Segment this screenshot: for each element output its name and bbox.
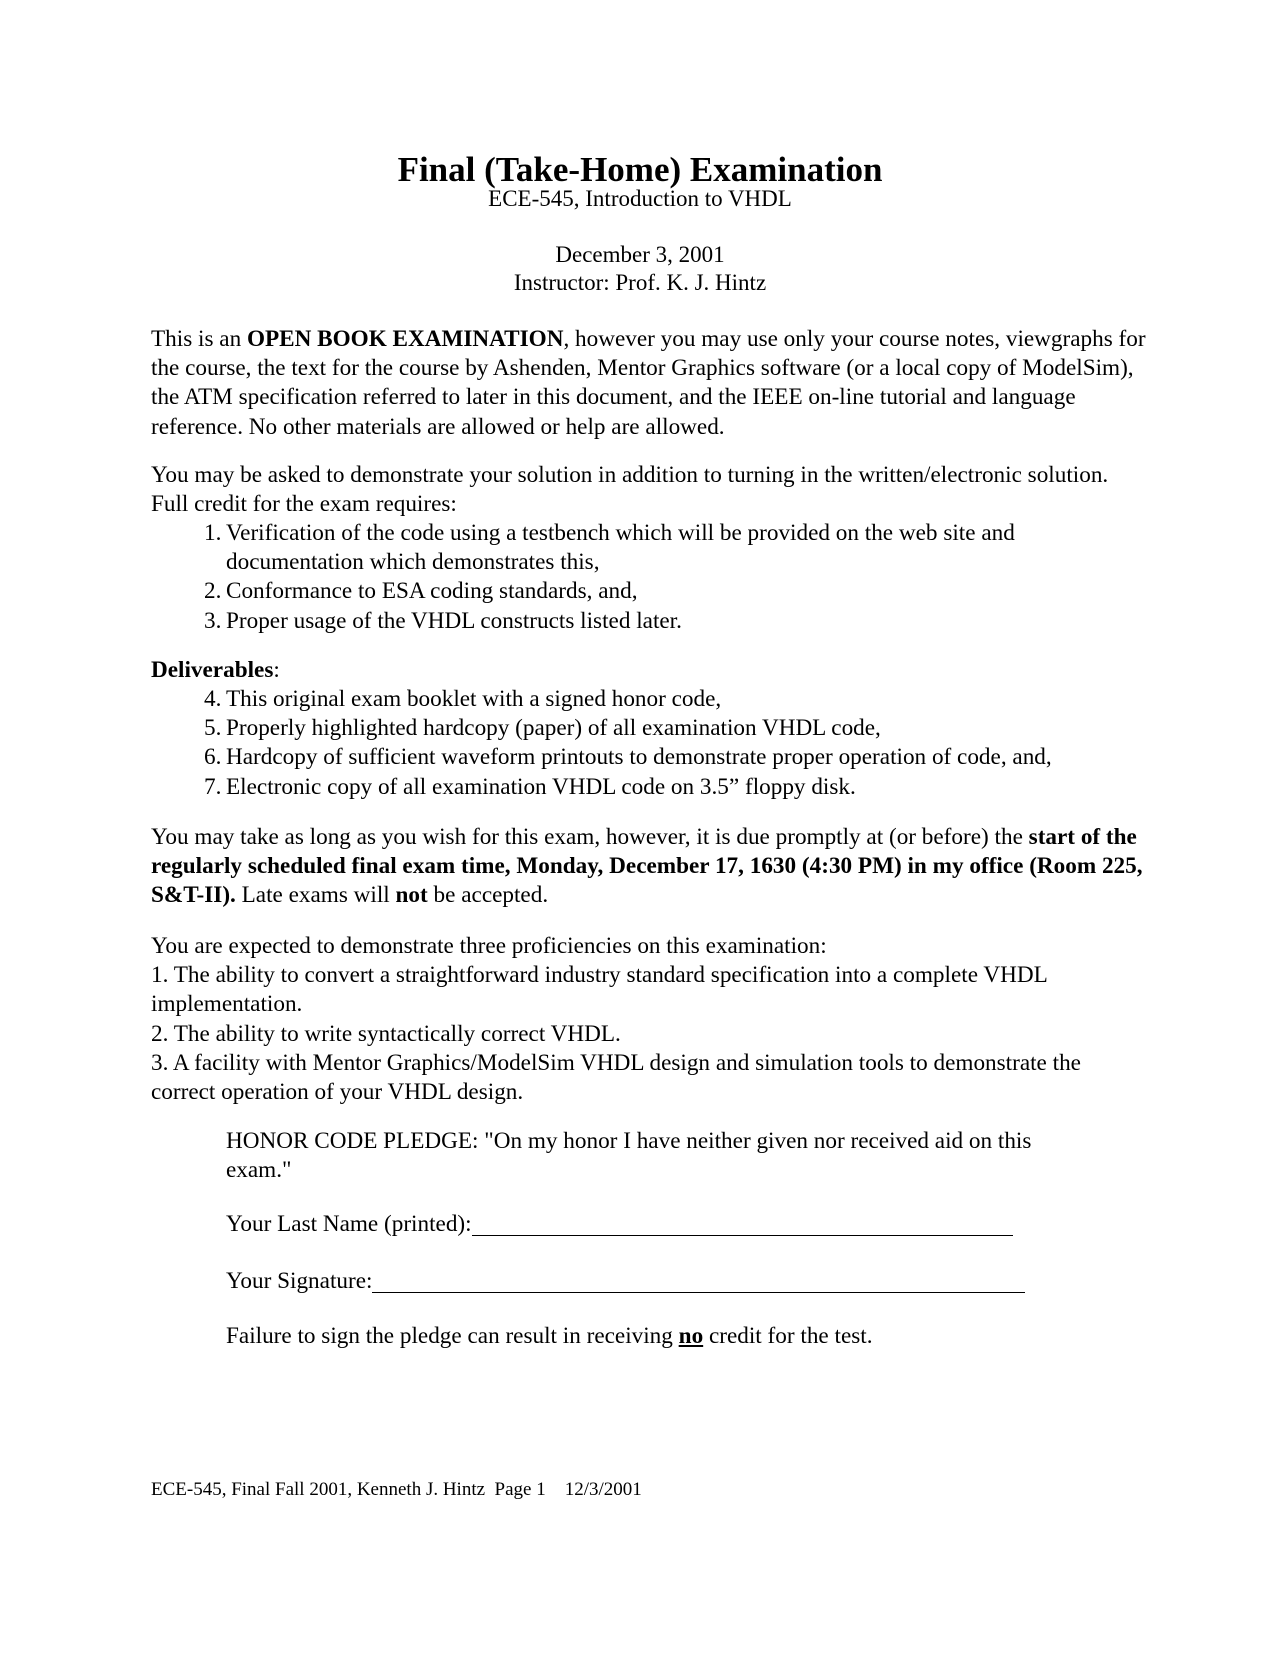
failure-suffix: credit for the test. xyxy=(703,1323,873,1349)
deliverables-heading: Deliverables xyxy=(151,657,274,683)
last-name-row xyxy=(226,1210,1013,1239)
failure-note xyxy=(226,1322,1056,1351)
list-text: Verification of the code using a testbench which will be provided on the web site and documentation which demonstrates this, xyxy=(226,520,1015,576)
deliverables-colon: : xyxy=(273,657,280,683)
intro-paragraph xyxy=(151,325,1151,442)
list-number: 5. xyxy=(204,715,222,742)
list-number: 1. xyxy=(204,520,222,546)
page-title: Final (Take-Home) Examination xyxy=(397,150,883,189)
list-text: Properly highlighted hardcopy (paper) of all examination VHDL code, xyxy=(226,715,881,742)
list-item xyxy=(151,607,1151,636)
failure-prefix: Failure to sign the pledge can result in receiving xyxy=(226,1323,679,1349)
proficiency-item: 2. The ability to write syntactically correct VHDL. xyxy=(151,1020,621,1047)
list-item xyxy=(151,577,1151,606)
failure-emphasis: no xyxy=(678,1323,704,1349)
signature-row xyxy=(226,1267,1025,1296)
intro-prefix: This is an xyxy=(151,326,247,352)
proficiencies-block xyxy=(151,932,1151,1107)
list-number: 6. xyxy=(204,744,222,771)
list-text: Electronic copy of all examination VHDL code on 3.5” floppy disk. xyxy=(226,773,856,800)
list-item xyxy=(151,714,1151,743)
list-number: 7. xyxy=(204,773,222,800)
due-middle: Late exams will xyxy=(235,882,396,909)
honor-pledge: HONOR CODE PLEDGE: "On my honor I have neither given nor received aid on this exam." xyxy=(226,1128,1032,1184)
intro-suffix: , however you may use only your course notes, viewgraphs for the course, the text for the course by Ashenden, Mentor Graphics software (or a local copy of ModelSim), the ATM specification referred to later in this document, and the IEEE on-line tutorial and language reference. No other materials are allowed or help are allowed. xyxy=(151,326,1146,440)
list-text: Proper usage of the VHDL constructs listed later. xyxy=(226,607,682,634)
deliverables-list xyxy=(151,685,1151,802)
list-text: This original exam booklet with a signed honor code, xyxy=(226,686,722,712)
exam-date: December 3, 2001 xyxy=(555,242,725,267)
deliverables-heading-line xyxy=(151,656,1151,685)
list-item xyxy=(151,743,1151,772)
signature-field[interactable] xyxy=(372,1270,1025,1293)
proficiency-item: 1. The ability to convert a straightforward industry standard specification into a complete VHDL implementation. xyxy=(151,962,1047,1018)
last-name-field[interactable] xyxy=(472,1213,1013,1236)
list-number: 4. xyxy=(204,686,222,712)
page-footer: ECE-545, Final Fall 2001, Kenneth J. Hintz Page 1 12/3/2001 xyxy=(151,1479,642,1500)
proficiencies-intro: You are expected to demonstrate three proficiencies on this examination: xyxy=(151,933,827,959)
last-name-label: Your Last Name (printed): xyxy=(226,1211,472,1237)
signature-label: Your Signature: xyxy=(226,1268,373,1294)
proficiency-item: 3. A facility with Mentor Graphics/ModelSim VHDL design and simulation tools to demonstrate the correct operation of your VHDL design. xyxy=(151,1049,1081,1106)
due-prefix: You may take as long as you wish for this exam, however, it is due promptly at (or before) the xyxy=(151,824,1029,850)
list-text: Hardcopy of sufficient waveform printouts to demonstrate proper operation of code, and, xyxy=(226,744,1052,771)
list-number: 2. xyxy=(204,578,222,605)
list-item xyxy=(151,773,1151,802)
list-item xyxy=(151,519,1151,577)
due-not: not xyxy=(395,882,428,909)
list-text: Conformance to ESA coding standards, and, xyxy=(226,578,638,605)
course-name: ECE-545, Introduction to VHDL xyxy=(488,186,792,211)
due-deadline: start of the regularly scheduled final exam time, Monday, December 17, 1630 (4:30 PM) in my office (Room 225, S&T-II). xyxy=(151,824,1143,909)
open-book-label: OPEN BOOK EXAMINATION xyxy=(246,326,564,352)
instructor-line: Instructor: Prof. K. J. Hintz xyxy=(513,270,767,295)
list-item xyxy=(151,685,1151,714)
due-suffix: be accepted. xyxy=(427,882,549,909)
requirements-list xyxy=(151,519,1151,636)
due-paragraph xyxy=(151,823,1151,911)
list-number: 3. xyxy=(204,607,222,634)
demo-paragraph: You may be asked to demonstrate your solution in addition to turning in the written/electronic solution. Full credit for the exam requires: xyxy=(151,462,1109,518)
